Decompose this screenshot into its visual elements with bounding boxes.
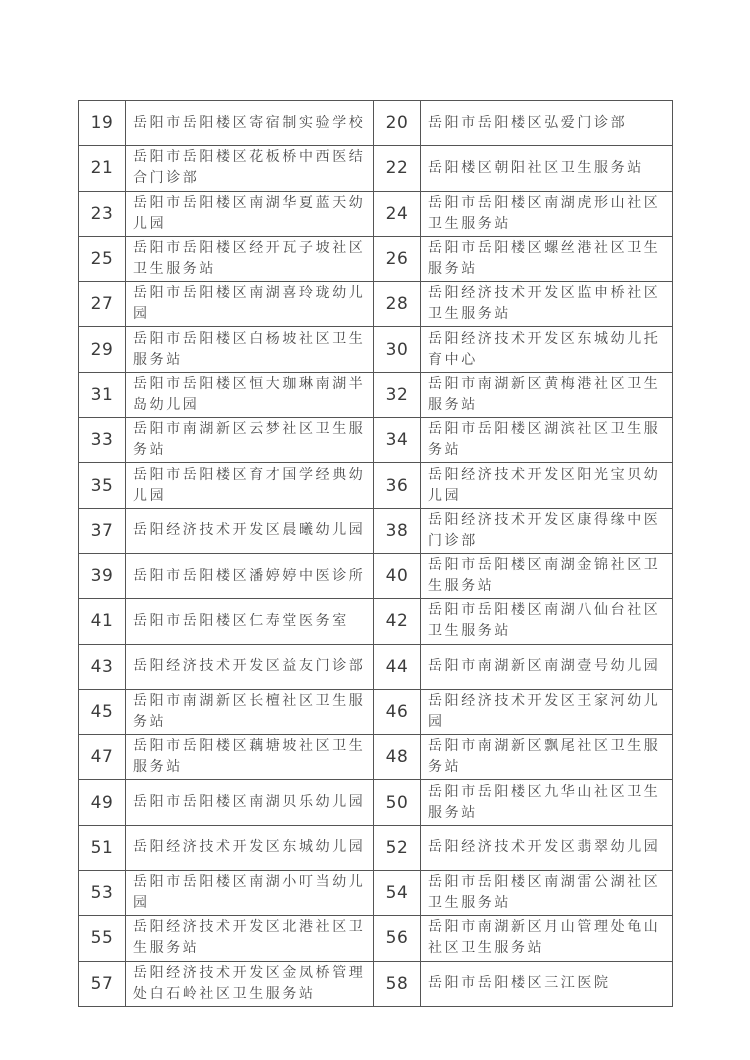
row-number: 37: [79, 508, 126, 553]
row-number: 42: [374, 599, 421, 644]
institution-name: 岳阳市岳阳楼区寄宿制实验学校: [126, 101, 374, 146]
institution-name: 岳阳市岳阳楼区南湖华夏蓝天幼儿园: [126, 191, 374, 236]
row-number: 32: [374, 372, 421, 417]
table-row: [79, 372, 673, 417]
row-number: 19: [79, 101, 126, 146]
row-number: 26: [374, 236, 421, 281]
row-number: 43: [79, 644, 126, 689]
institution-name: 岳阳市岳阳楼区南湖八仙台社区卫生服务站: [421, 599, 673, 644]
row-number: 44: [374, 644, 421, 689]
institution-name: 岳阳市南湖新区月山管理处龟山社区卫生服务站: [421, 916, 673, 961]
institution-name: 岳阳市岳阳楼区螺丝港社区卫生服务站: [421, 236, 673, 281]
row-number: 51: [79, 825, 126, 870]
institution-name: 岳阳市岳阳楼区三江医院: [421, 961, 673, 1006]
institution-name: 岳阳经济技术开发区康得缘中医门诊部: [421, 508, 673, 553]
row-number: 30: [374, 327, 421, 372]
table-row: [79, 418, 673, 463]
table-row: [79, 871, 673, 916]
institution-name: 岳阳经济技术开发区北港社区卫生服务站: [126, 916, 374, 961]
row-number: 31: [79, 372, 126, 417]
table-row: [79, 644, 673, 689]
institution-name: 岳阳市岳阳楼区南湖小叮当幼儿园: [126, 871, 374, 916]
table-row: [79, 825, 673, 870]
table-row: [79, 191, 673, 236]
institution-name: 岳阳市岳阳楼区南湖雷公湖社区卫生服务站: [421, 871, 673, 916]
table-row: [79, 916, 673, 961]
row-number: 28: [374, 282, 421, 327]
institution-name: 岳阳市岳阳楼区藕塘坡社区卫生服务站: [126, 735, 374, 780]
institution-table: [78, 100, 673, 1007]
row-number: 25: [79, 236, 126, 281]
row-number: 29: [79, 327, 126, 372]
institution-name: 岳阳经济技术开发区东城幼儿托育中心: [421, 327, 673, 372]
row-number: 27: [79, 282, 126, 327]
row-number: 54: [374, 871, 421, 916]
institution-name: 岳阳市岳阳楼区潘婷婷中医诊所: [126, 553, 374, 598]
institution-name: 岳阳市岳阳楼区花板桥中西医结合门诊部: [126, 146, 374, 191]
row-number: 49: [79, 780, 126, 825]
row-number: 57: [79, 961, 126, 1006]
institution-name: 岳阳楼区朝阳社区卫生服务站: [421, 146, 673, 191]
table-row: [79, 961, 673, 1006]
table-row: [79, 463, 673, 508]
institution-name: 岳阳市南湖新区南湖壹号幼儿园: [421, 644, 673, 689]
row-number: 34: [374, 418, 421, 463]
row-number: 52: [374, 825, 421, 870]
row-number: 48: [374, 735, 421, 780]
table-row: [79, 599, 673, 644]
row-number: 55: [79, 916, 126, 961]
institution-name: 岳阳市岳阳楼区育才国学经典幼儿园: [126, 463, 374, 508]
table-row: [79, 327, 673, 372]
institution-name: 岳阳经济技术开发区监申桥社区卫生服务站: [421, 282, 673, 327]
row-number: 39: [79, 553, 126, 598]
institution-name: 岳阳市岳阳楼区九华山社区卫生服务站: [421, 780, 673, 825]
institution-name: 岳阳市岳阳楼区湖滨社区卫生服务站: [421, 418, 673, 463]
row-number: 47: [79, 735, 126, 780]
institution-name: 岳阳经济技术开发区东城幼儿园: [126, 825, 374, 870]
table-row: [79, 735, 673, 780]
institution-name: 岳阳市岳阳楼区南湖喜玲珑幼儿园: [126, 282, 374, 327]
row-number: 46: [374, 689, 421, 734]
table-row: [79, 553, 673, 598]
row-number: 21: [79, 146, 126, 191]
table-row: [79, 101, 673, 146]
institution-name: 岳阳市岳阳楼区白杨坡社区卫生服务站: [126, 327, 374, 372]
institution-name: 岳阳市南湖新区云梦社区卫生服务站: [126, 418, 374, 463]
table-row: [79, 236, 673, 281]
row-number: 50: [374, 780, 421, 825]
institution-name: 岳阳市岳阳楼区南湖虎形山社区卫生服务站: [421, 191, 673, 236]
row-number: 53: [79, 871, 126, 916]
institution-name: 岳阳市南湖新区长檀社区卫生服务站: [126, 689, 374, 734]
row-number: 22: [374, 146, 421, 191]
row-number: 20: [374, 101, 421, 146]
institution-table-body: [79, 101, 673, 1007]
institution-name: 岳阳市岳阳楼区弘爱门诊部: [421, 101, 673, 146]
row-number: 38: [374, 508, 421, 553]
institution-name: 岳阳经济技术开发区晨曦幼儿园: [126, 508, 374, 553]
institution-name: 岳阳经济技术开发区翡翠幼儿园: [421, 825, 673, 870]
institution-name: 岳阳市南湖新区黄梅港社区卫生服务站: [421, 372, 673, 417]
table-row: [79, 780, 673, 825]
table-row: [79, 508, 673, 553]
institution-name: 岳阳市岳阳楼区南湖金锦社区卫生服务站: [421, 553, 673, 598]
institution-name: 岳阳经济技术开发区益友门诊部: [126, 644, 374, 689]
row-number: 35: [79, 463, 126, 508]
row-number: 40: [374, 553, 421, 598]
institution-name: 岳阳市岳阳楼区恒大珈琳南湖半岛幼儿园: [126, 372, 374, 417]
institution-name: 岳阳市岳阳楼区南湖贝乐幼儿园: [126, 780, 374, 825]
table-row: [79, 282, 673, 327]
table-row: [79, 146, 673, 191]
row-number: 33: [79, 418, 126, 463]
row-number: 58: [374, 961, 421, 1006]
row-number: 45: [79, 689, 126, 734]
institution-name: 岳阳经济技术开发区金凤桥管理处白石岭社区卫生服务站: [126, 961, 374, 1006]
institution-name: 岳阳市岳阳楼区仁寿堂医务室: [126, 599, 374, 644]
row-number: 56: [374, 916, 421, 961]
institution-name: 岳阳市岳阳楼区经开瓦子坡社区卫生服务站: [126, 236, 374, 281]
row-number: 23: [79, 191, 126, 236]
row-number: 24: [374, 191, 421, 236]
institution-name: 岳阳经济技术开发区阳光宝贝幼儿园: [421, 463, 673, 508]
institution-name: 岳阳经济技术开发区王家河幼儿园: [421, 689, 673, 734]
row-number: 41: [79, 599, 126, 644]
table-row: [79, 689, 673, 734]
row-number: 36: [374, 463, 421, 508]
institution-name: 岳阳市南湖新区飘尾社区卫生服务站: [421, 735, 673, 780]
